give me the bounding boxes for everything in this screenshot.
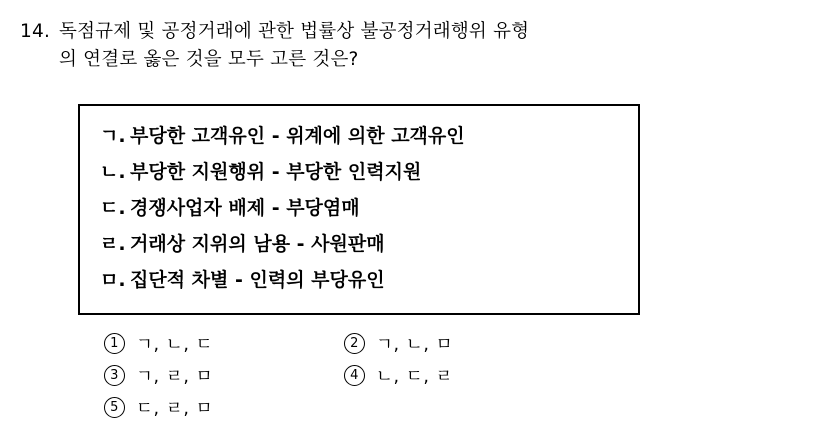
- choice-option-5[interactable]: [104, 395, 344, 420]
- question-text: [59, 18, 759, 74]
- statement-marker: ㄷ.: [100, 197, 126, 219]
- statement-text: 부당한 고객유인 - 위계에 의한 고객유인: [130, 125, 465, 147]
- choice-option-2[interactable]: [344, 331, 584, 356]
- choice-number-1: 1: [104, 333, 125, 354]
- statement-item-4: [100, 227, 618, 263]
- choice-number-4: 4: [344, 365, 365, 386]
- statement-item-1: [100, 119, 618, 155]
- statement-text: 집단적 차별 - 인력의 부당유인: [130, 269, 385, 291]
- statement-item-5: [100, 263, 618, 299]
- statement-box: [78, 104, 640, 315]
- choice-row-3: [104, 391, 624, 423]
- statement-marker: ㅁ.: [100, 269, 126, 291]
- choice-row-1: [104, 327, 624, 359]
- question-stem: [20, 18, 806, 74]
- statement-text: 부당한 지원행위 - 부당한 인력지원: [130, 161, 422, 183]
- choice-number-5: 5: [104, 397, 125, 418]
- question-text-line-1: 독점규제 및 공정거래에 관한 법률상 불공정거래행위 유형: [59, 21, 530, 42]
- statement-text: 거래상 지위의 남용 - 사원판매: [130, 233, 385, 255]
- statement-text: 경쟁사업자 배제 - 부당염매: [130, 197, 360, 219]
- choice-option-3[interactable]: [104, 363, 344, 388]
- choice-option-1[interactable]: [104, 331, 344, 356]
- question-text-line-2: 의 연결로 옳은 것을 모두 고른 것은?: [59, 49, 359, 71]
- choice-label-4: ㄴ, ㄷ, ㄹ: [376, 366, 454, 387]
- statement-item-3: [100, 191, 618, 227]
- choice-row-2: [104, 359, 624, 391]
- choice-label-3: ㄱ, ㄹ, ㅁ: [136, 366, 214, 387]
- choice-option-4[interactable]: [344, 363, 584, 388]
- statement-marker: ㄹ.: [100, 233, 126, 255]
- answer-choices: [104, 327, 624, 423]
- choice-label-5: ㄷ, ㄹ, ㅁ: [136, 398, 214, 419]
- choice-label-1: ㄱ, ㄴ, ㄷ: [136, 334, 214, 355]
- question-number: 14.: [20, 21, 51, 42]
- statement-item-2: [100, 155, 618, 191]
- statement-marker: ㄱ.: [100, 125, 126, 147]
- choice-label-2: ㄱ, ㄴ, ㅁ: [376, 334, 454, 355]
- choice-number-3: 3: [104, 365, 125, 386]
- statement-marker: ㄴ.: [100, 161, 126, 183]
- choice-number-2: 2: [344, 333, 365, 354]
